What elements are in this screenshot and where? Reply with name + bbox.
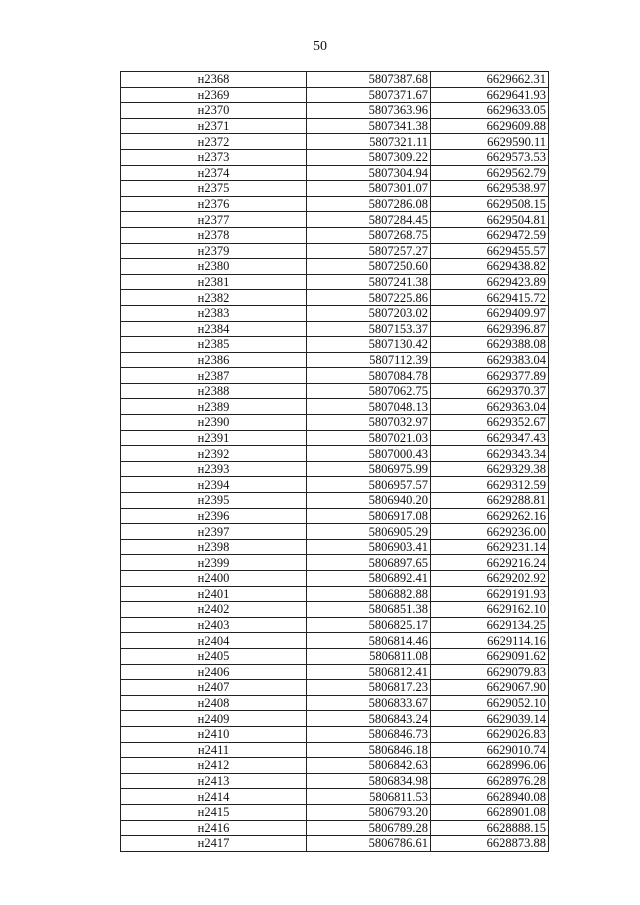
table-row — [121, 539, 549, 555]
point-id-cell: н2403 — [121, 617, 307, 633]
x-coordinate-cell: 5807363.96 — [307, 103, 431, 119]
table-row — [121, 72, 549, 88]
y-coordinate-cell: 6629343.34 — [431, 446, 549, 462]
y-coordinate-cell: 6629091.62 — [431, 648, 549, 664]
table-row — [121, 508, 549, 524]
table-row — [121, 134, 549, 150]
x-coordinate-cell: 5807084.78 — [307, 368, 431, 384]
y-coordinate-cell: 6629396.87 — [431, 321, 549, 337]
table-row — [121, 664, 549, 680]
table-row — [121, 648, 549, 664]
table-row — [121, 196, 549, 212]
point-id-cell: н2372 — [121, 134, 307, 150]
y-coordinate-cell: 6628901.08 — [431, 804, 549, 820]
point-id-cell: н2395 — [121, 493, 307, 509]
point-id-cell: н2375 — [121, 181, 307, 197]
point-id-cell: н2384 — [121, 321, 307, 337]
table-row — [121, 711, 549, 727]
x-coordinate-cell: 5807301.07 — [307, 181, 431, 197]
x-coordinate-cell: 5806811.08 — [307, 648, 431, 664]
table-row — [121, 633, 549, 649]
y-coordinate-cell: 6629409.97 — [431, 305, 549, 321]
point-id-cell: н2381 — [121, 274, 307, 290]
point-id-cell: н2380 — [121, 259, 307, 275]
table-row — [121, 368, 549, 384]
y-coordinate-cell: 6629236.00 — [431, 524, 549, 540]
table-row — [121, 555, 549, 571]
table-row — [121, 430, 549, 446]
x-coordinate-cell: 5806812.41 — [307, 664, 431, 680]
point-id-cell: н2407 — [121, 680, 307, 696]
x-coordinate-cell: 5807153.37 — [307, 321, 431, 337]
table-row — [121, 259, 549, 275]
point-id-cell: н2402 — [121, 602, 307, 618]
table-row — [121, 758, 549, 774]
point-id-cell: н2394 — [121, 477, 307, 493]
point-id-cell: н2400 — [121, 571, 307, 587]
y-coordinate-cell: 6629026.83 — [431, 726, 549, 742]
table-row — [121, 212, 549, 228]
y-coordinate-cell: 6629504.81 — [431, 212, 549, 228]
y-coordinate-cell: 6629010.74 — [431, 742, 549, 758]
point-id-cell: н2405 — [121, 648, 307, 664]
point-id-cell: н2390 — [121, 415, 307, 431]
y-coordinate-cell: 6629609.88 — [431, 118, 549, 134]
point-id-cell: н2415 — [121, 804, 307, 820]
table-row — [121, 305, 549, 321]
y-coordinate-cell: 6629590.11 — [431, 134, 549, 150]
point-id-cell: н2410 — [121, 726, 307, 742]
x-coordinate-cell: 5807257.27 — [307, 243, 431, 259]
x-coordinate-cell: 5807225.86 — [307, 290, 431, 306]
x-coordinate-cell: 5807268.75 — [307, 227, 431, 243]
point-id-cell: н2387 — [121, 368, 307, 384]
y-coordinate-cell: 6629162.10 — [431, 602, 549, 618]
x-coordinate-cell: 5807062.75 — [307, 383, 431, 399]
y-coordinate-cell: 6629438.82 — [431, 259, 549, 275]
y-coordinate-cell: 6629347.43 — [431, 430, 549, 446]
point-id-cell: н2369 — [121, 87, 307, 103]
table-row — [121, 274, 549, 290]
x-coordinate-cell: 5806975.99 — [307, 461, 431, 477]
x-coordinate-cell: 5806817.23 — [307, 680, 431, 696]
x-coordinate-cell: 5807241.38 — [307, 274, 431, 290]
table-row — [121, 337, 549, 353]
x-coordinate-cell: 5806842.63 — [307, 758, 431, 774]
x-coordinate-cell: 5806793.20 — [307, 804, 431, 820]
point-id-cell: н2368 — [121, 72, 307, 88]
x-coordinate-cell: 5806940.20 — [307, 493, 431, 509]
y-coordinate-cell: 6629383.04 — [431, 352, 549, 368]
point-id-cell: н2413 — [121, 773, 307, 789]
point-id-cell: н2376 — [121, 196, 307, 212]
x-coordinate-cell: 5806892.41 — [307, 571, 431, 587]
x-coordinate-cell: 5806786.61 — [307, 836, 431, 852]
y-coordinate-cell: 6629472.59 — [431, 227, 549, 243]
x-coordinate-cell: 5807048.13 — [307, 399, 431, 415]
y-coordinate-cell: 6629388.08 — [431, 337, 549, 353]
y-coordinate-cell: 6629377.89 — [431, 368, 549, 384]
y-coordinate-cell: 6629216.24 — [431, 555, 549, 571]
y-coordinate-cell: 6629052.10 — [431, 695, 549, 711]
y-coordinate-cell: 6629641.93 — [431, 87, 549, 103]
y-coordinate-cell: 6629573.53 — [431, 149, 549, 165]
x-coordinate-cell: 5807032.97 — [307, 415, 431, 431]
x-coordinate-cell: 5807203.02 — [307, 305, 431, 321]
point-id-cell: н2417 — [121, 836, 307, 852]
x-coordinate-cell: 5807371.67 — [307, 87, 431, 103]
y-coordinate-cell: 6628873.88 — [431, 836, 549, 852]
y-coordinate-cell: 6629633.05 — [431, 103, 549, 119]
y-coordinate-cell: 6629662.31 — [431, 72, 549, 88]
x-coordinate-cell: 5806905.29 — [307, 524, 431, 540]
x-coordinate-cell: 5806882.88 — [307, 586, 431, 602]
table-row — [121, 446, 549, 462]
point-id-cell: н2377 — [121, 212, 307, 228]
y-coordinate-cell: 6629363.04 — [431, 399, 549, 415]
y-coordinate-cell: 6629562.79 — [431, 165, 549, 181]
point-id-cell: н2399 — [121, 555, 307, 571]
x-coordinate-cell: 5807112.39 — [307, 352, 431, 368]
table-row — [121, 726, 549, 742]
x-coordinate-cell: 5807021.03 — [307, 430, 431, 446]
point-id-cell: н2401 — [121, 586, 307, 602]
y-coordinate-cell: 6628996.06 — [431, 758, 549, 774]
x-coordinate-cell: 5806846.73 — [307, 726, 431, 742]
x-coordinate-cell: 5806811.53 — [307, 789, 431, 805]
point-id-cell: н2391 — [121, 430, 307, 446]
point-id-cell: н2398 — [121, 539, 307, 555]
table-row — [121, 789, 549, 805]
point-id-cell: н2370 — [121, 103, 307, 119]
point-id-cell: н2406 — [121, 664, 307, 680]
table-row — [121, 87, 549, 103]
table-row — [121, 399, 549, 415]
x-coordinate-cell: 5807284.45 — [307, 212, 431, 228]
table-row — [121, 118, 549, 134]
y-coordinate-cell: 6629114.16 — [431, 633, 549, 649]
x-coordinate-cell: 5806897.65 — [307, 555, 431, 571]
table-row — [121, 602, 549, 618]
x-coordinate-cell: 5807000.43 — [307, 446, 431, 462]
y-coordinate-cell: 6629202.92 — [431, 571, 549, 587]
point-id-cell: н2379 — [121, 243, 307, 259]
y-coordinate-cell: 6629039.14 — [431, 711, 549, 727]
point-id-cell: н2409 — [121, 711, 307, 727]
table-row — [121, 493, 549, 509]
x-coordinate-cell: 5806825.17 — [307, 617, 431, 633]
point-id-cell: н2374 — [121, 165, 307, 181]
table-row — [121, 461, 549, 477]
point-id-cell: н2383 — [121, 305, 307, 321]
table-row — [121, 165, 549, 181]
y-coordinate-cell: 6629508.15 — [431, 196, 549, 212]
point-id-cell: н2397 — [121, 524, 307, 540]
point-id-cell: н2371 — [121, 118, 307, 134]
table-row — [121, 680, 549, 696]
table-row — [121, 352, 549, 368]
x-coordinate-cell: 5807250.60 — [307, 259, 431, 275]
x-coordinate-cell: 5806814.46 — [307, 633, 431, 649]
table-row — [121, 243, 549, 259]
y-coordinate-cell: 6629079.83 — [431, 664, 549, 680]
x-coordinate-cell: 5806846.18 — [307, 742, 431, 758]
y-coordinate-cell: 6629538.97 — [431, 181, 549, 197]
y-coordinate-cell: 6629134.25 — [431, 617, 549, 633]
table-row — [121, 836, 549, 852]
table-row — [121, 571, 549, 587]
y-coordinate-cell: 6629312.59 — [431, 477, 549, 493]
y-coordinate-cell: 6629370.37 — [431, 383, 549, 399]
y-coordinate-cell: 6629352.67 — [431, 415, 549, 431]
table-row — [121, 804, 549, 820]
x-coordinate-cell: 5806843.24 — [307, 711, 431, 727]
table-row — [121, 321, 549, 337]
y-coordinate-cell: 6629423.89 — [431, 274, 549, 290]
x-coordinate-cell: 5806957.57 — [307, 477, 431, 493]
table-row — [121, 149, 549, 165]
x-coordinate-cell: 5806903.41 — [307, 539, 431, 555]
x-coordinate-cell: 5807304.94 — [307, 165, 431, 181]
table-row — [121, 477, 549, 493]
point-id-cell: н2411 — [121, 742, 307, 758]
point-id-cell: н2393 — [121, 461, 307, 477]
point-id-cell: н2392 — [121, 446, 307, 462]
point-id-cell: н2396 — [121, 508, 307, 524]
y-coordinate-cell: 6628976.28 — [431, 773, 549, 789]
point-id-cell: н2412 — [121, 758, 307, 774]
table-row — [121, 181, 549, 197]
point-id-cell: н2385 — [121, 337, 307, 353]
y-coordinate-cell: 6629455.57 — [431, 243, 549, 259]
x-coordinate-cell: 5807387.68 — [307, 72, 431, 88]
y-coordinate-cell: 6629415.72 — [431, 290, 549, 306]
point-id-cell: н2414 — [121, 789, 307, 805]
point-id-cell: н2386 — [121, 352, 307, 368]
y-coordinate-cell: 6629262.16 — [431, 508, 549, 524]
coordinates-table — [120, 71, 549, 852]
point-id-cell: н2378 — [121, 227, 307, 243]
point-id-cell: н2388 — [121, 383, 307, 399]
point-id-cell: н2404 — [121, 633, 307, 649]
x-coordinate-cell: 5806833.67 — [307, 695, 431, 711]
y-coordinate-cell: 6628940.08 — [431, 789, 549, 805]
point-id-cell: н2416 — [121, 820, 307, 836]
y-coordinate-cell: 6629067.90 — [431, 680, 549, 696]
x-coordinate-cell: 5806917.08 — [307, 508, 431, 524]
y-coordinate-cell: 6629288.81 — [431, 493, 549, 509]
x-coordinate-cell: 5807309.22 — [307, 149, 431, 165]
y-coordinate-cell: 6629191.93 — [431, 586, 549, 602]
table-row — [121, 773, 549, 789]
x-coordinate-cell: 5806789.28 — [307, 820, 431, 836]
point-id-cell: н2382 — [121, 290, 307, 306]
y-coordinate-cell: 6628888.15 — [431, 820, 549, 836]
table-row — [121, 415, 549, 431]
point-id-cell: н2373 — [121, 149, 307, 165]
x-coordinate-cell: 5807341.38 — [307, 118, 431, 134]
x-coordinate-cell: 5807286.08 — [307, 196, 431, 212]
coordinates-table-body — [121, 72, 549, 852]
table-row — [121, 586, 549, 602]
point-id-cell: н2389 — [121, 399, 307, 415]
x-coordinate-cell: 5806851.38 — [307, 602, 431, 618]
table-row — [121, 524, 549, 540]
table-row — [121, 742, 549, 758]
x-coordinate-cell: 5806834.98 — [307, 773, 431, 789]
table-row — [121, 695, 549, 711]
y-coordinate-cell: 6629329.38 — [431, 461, 549, 477]
table-row — [121, 617, 549, 633]
table-row — [121, 227, 549, 243]
table-row — [121, 290, 549, 306]
y-coordinate-cell: 6629231.14 — [431, 539, 549, 555]
table-row — [121, 103, 549, 119]
x-coordinate-cell: 5807321.11 — [307, 134, 431, 150]
table-row — [121, 820, 549, 836]
table-row — [121, 383, 549, 399]
x-coordinate-cell: 5807130.42 — [307, 337, 431, 353]
point-id-cell: н2408 — [121, 695, 307, 711]
page-number: 50 — [313, 39, 327, 54]
